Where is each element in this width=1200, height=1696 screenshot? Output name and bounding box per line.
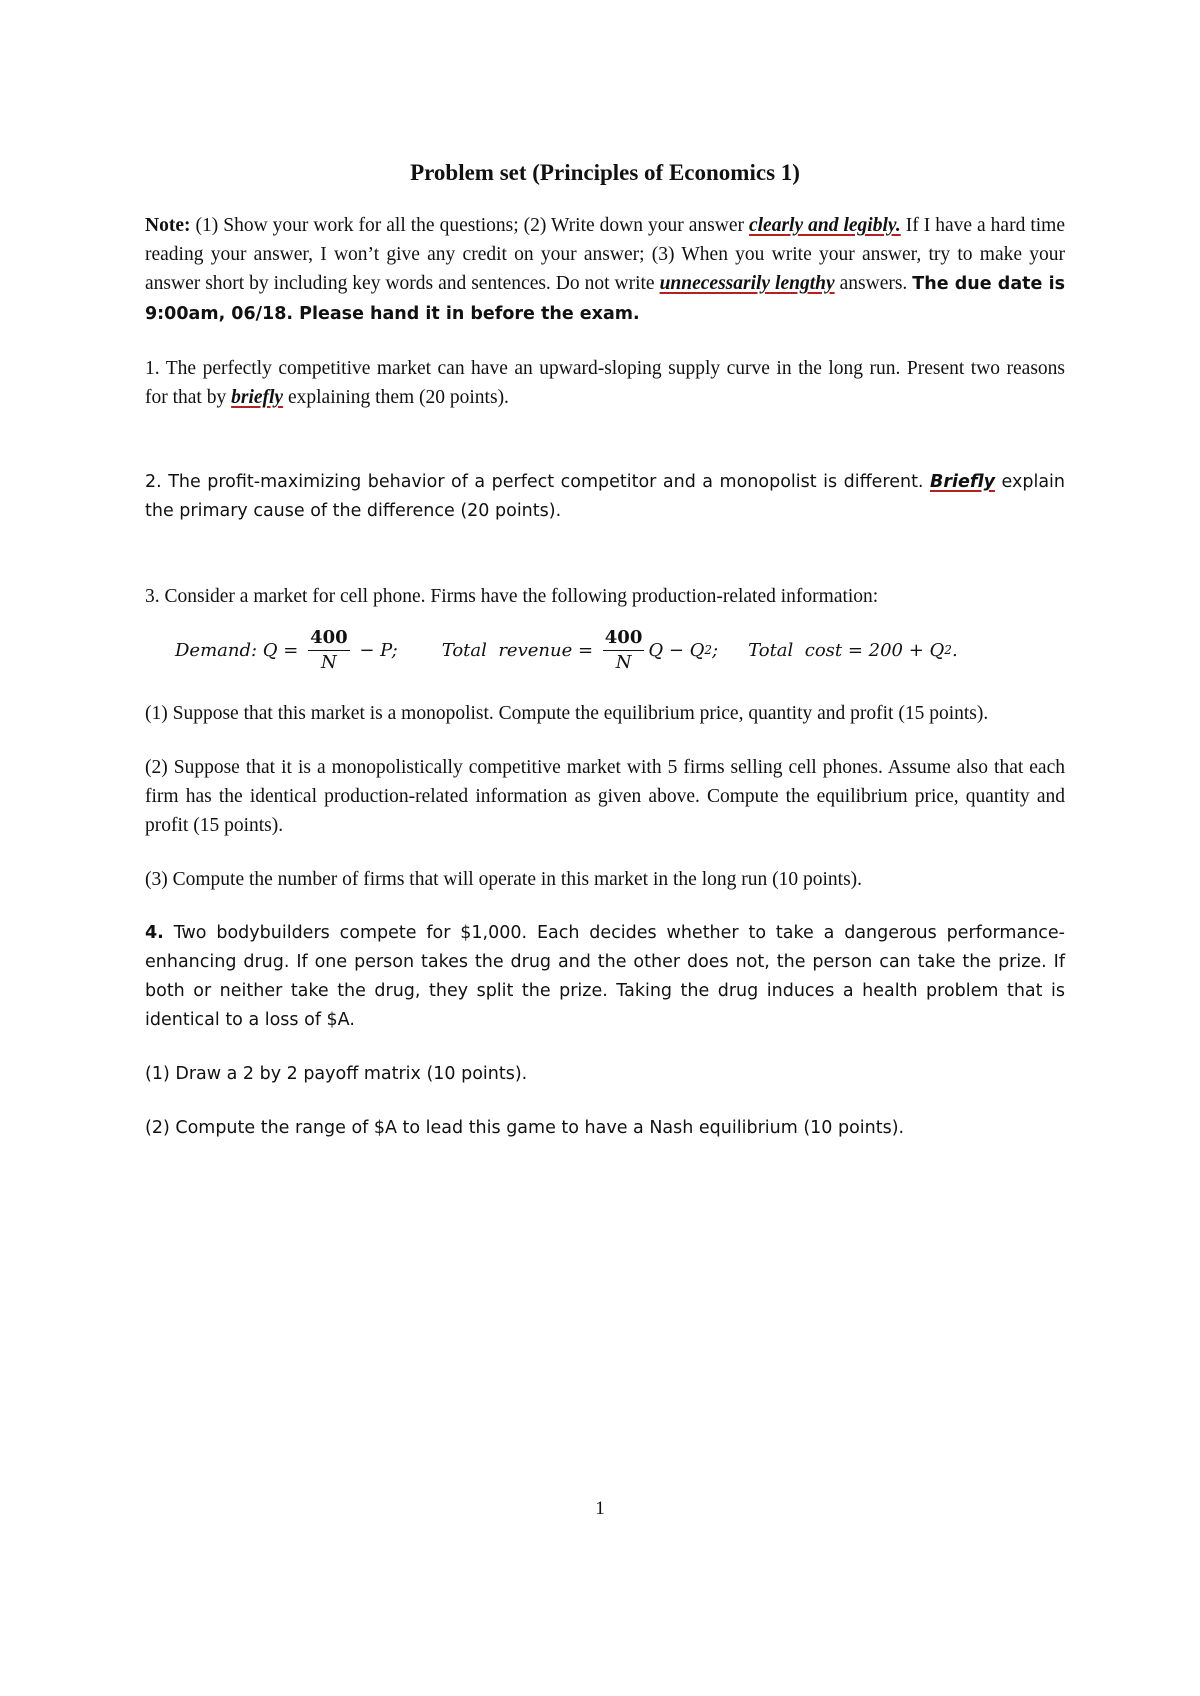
q4-part-2: (2) Compute the range of $A to lead this game to have a Nash equilibrium (10 points). xyxy=(145,1118,905,1138)
note-label: Note: xyxy=(145,215,191,236)
page-title: Problem set (Principles of Economics 1) xyxy=(410,160,800,185)
q2-emphasis: Briefly xyxy=(930,472,996,492)
revenue-denominator: N xyxy=(615,651,632,673)
question-2 xyxy=(145,468,1065,526)
note-text-2: If I have a hard time reading your answer, I won’t give any credit on your answer; (3) When you write your answer, try to make your answer short by including key words and sentences. Do not write xyxy=(145,215,1065,294)
revenue-end: ; xyxy=(712,639,719,661)
revenue-label: Total revenue = xyxy=(441,639,599,661)
q4-part-1: (1) Draw a 2 by 2 payoff matrix (10 points). xyxy=(145,1064,528,1084)
cost-equation: Total cost = 200 + Q 2 . xyxy=(748,639,958,661)
q3-equation-line xyxy=(145,615,1065,685)
q3-part-3: (3) Compute the number of firms that will operate in this market in the long run (10 points). xyxy=(145,869,863,890)
q2-text-1: 2. The profit-maximizing behavior of a perfect competitor and a monopolist is different. xyxy=(145,472,930,492)
revenue-fraction xyxy=(603,626,645,675)
demand-rest: − P; xyxy=(353,639,398,661)
q1-emphasis: briefly xyxy=(231,387,284,408)
q3-part-2: (2) Suppose that it is a monopolistically competitive market with 5 firms selling cell phones. Assume also that each firm has the identical production-related information as given above. Compute the equilibrium price, quantity and profit (15 points). xyxy=(145,757,1065,836)
note-text-3: answers. xyxy=(834,273,913,294)
cost-end: . xyxy=(951,639,958,661)
due-date-text: The due date is 9:00am, 06/18. Please hand it in before the exam. xyxy=(145,274,1065,324)
question-4 xyxy=(145,919,1065,1035)
page-number: 1 xyxy=(595,1498,605,1519)
question-1 xyxy=(145,354,1065,412)
demand-denominator: N xyxy=(320,651,337,673)
demand-equation xyxy=(175,626,398,675)
demand-fraction xyxy=(308,626,350,675)
demand-label: Demand: Q = xyxy=(175,639,305,661)
q4-number: 4. xyxy=(145,923,164,943)
note-emphasis-2: unnecessarily lengthy xyxy=(659,273,835,294)
q1-text-1: 1. The perfectly competitive market can have an upward-sloping supply curve in the long run. Present two reasons for that by xyxy=(145,358,1065,408)
note-emphasis-1: clearly and legibly. xyxy=(748,215,901,236)
document-page xyxy=(145,160,1065,1168)
q4-text: Two bodybuilders compete for $1,000. Each decides whether to take a dangerous performance-enhancing drug. If one person takes the drug and the other does not, the person can take the prize. If both or neither take the drug, they split the prize. Taking the drug induces a health problem that is identical to a loss of $A. xyxy=(145,923,1065,1030)
note-text-1: (1) Show your work for all the questions; (2) Write down your answer xyxy=(190,215,749,236)
revenue-numerator: 400 xyxy=(603,626,645,651)
revenue-rest: Q − Q xyxy=(648,639,705,661)
q3-part-1: (1) Suppose that this market is a monopolist. Compute the equilibrium price, quantity and profit (15 points). xyxy=(145,703,989,724)
question-3-intro: 3. Consider a market for cell phone. Firms have the following production-related information: xyxy=(145,586,879,607)
cost-label: Total cost = 200 + Q xyxy=(748,639,945,661)
revenue-equation: Total revenue = $\frac{400}{N}$ Q − Q 2 ; xyxy=(441,626,719,673)
note-paragraph xyxy=(145,211,1065,329)
demand-numerator: 400 xyxy=(308,626,350,651)
q1-text-2: explaining them (20 points). xyxy=(283,387,509,408)
q2-text-2: explain the primary cause of the difference (20 points). xyxy=(145,472,1066,521)
